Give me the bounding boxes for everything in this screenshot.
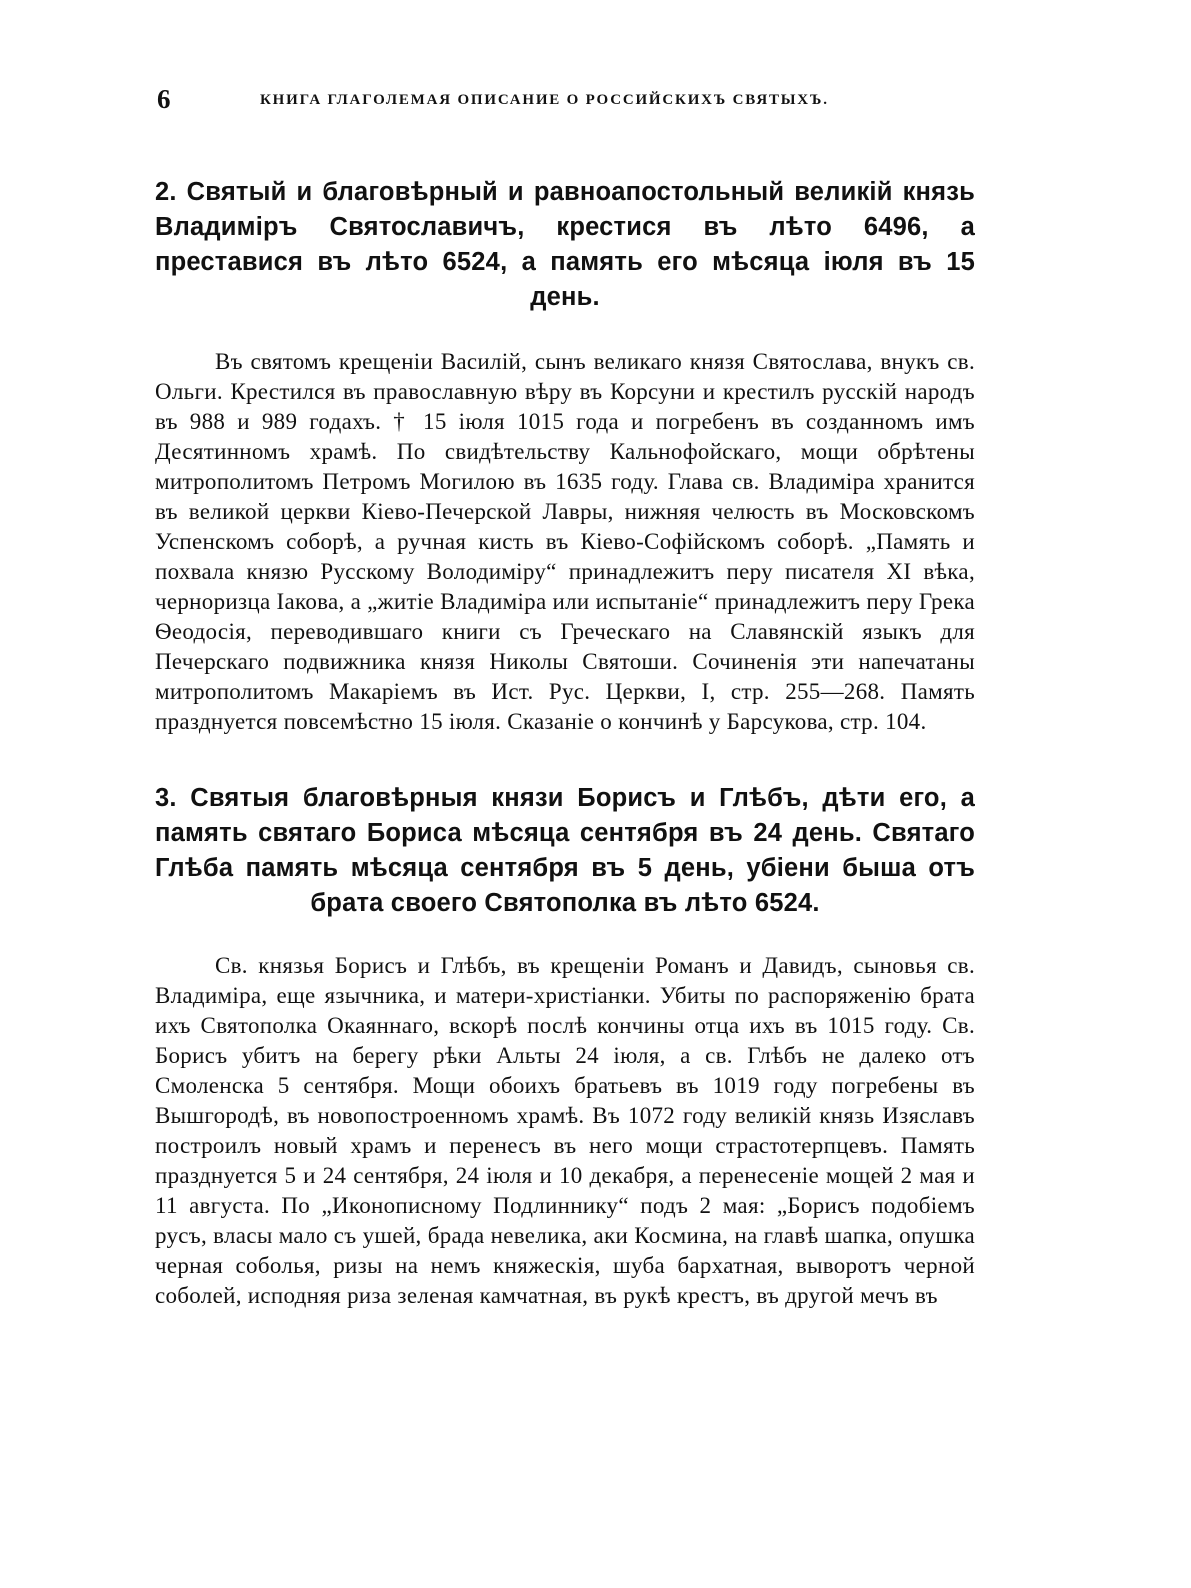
page-number: 6 [157,84,171,114]
section-heading-vladimir: 2. Святый и благовѣрный и равноапостольный великій князь Владиміръ Святославичъ, крестися въ лѣто 6496, а преставися въ лѣто 6524, а память его мѣсяца іюля въ 15 день. [155,178,975,311]
running-title: КНИГА ГЛАГОЛЕМАЯ ОПИСАНИЕ О РОССИЙСКИХЪ СВЯТЫХЪ. [260,92,829,108]
book-page [155,80,975,1311]
section-body-vladimir: Въ святомъ крещеніи Василій, сынъ великаго князя Святослава, внукъ св. Ольги. Крестился въ православную вѣру въ Корсуни и крестилъ русскій народъ въ 988 и 989 годахъ. † 15 іюля 1015 года и погребенъ въ созданномъ имъ Десятинномъ храмѣ. По свидѣтельству Кальнофойскаго, мощи обрѣтены митрополитомъ Петромъ Могилою въ 1635 году. Глава св. Владиміра хранится въ великой церкви Кіево-Печерской Лавры, нижняя челюсть въ Московскомъ Успенскомъ соборѣ, а ручная кисть въ Кіево-Софійскомъ соборѣ. „Память и похвала князю Русскому Володиміру“ принадлежитъ перу писателя XI вѣка, черноризца Іакова, а „житіе Владиміра или испытаніе“ принадлежитъ перу Грека Ѳеодосія, переводившаго книги съ Греческаго на Славянскій языкъ для Печерскаго подвижника князя Николы Святоши. Сочиненія эти напечатаны митрополитомъ Макаріемъ въ Ист. Рус. Церкви, I, стр. 255—268. Память празднуется повсемѣстно 15 іюля. Сказаніе о кончинѣ у Барсукова, стр. 104. [155,349,975,734]
section-body-boris-gleb: Св. князья Борисъ и Глѣбъ, въ крещеніи Романъ и Давидъ, сыновья св. Владиміра, еще язычника, и матери-христіанки. Убиты по распоряженію брата ихъ Святополка Окаяннаго, вскорѣ послѣ кончины отца ихъ въ 1015 году. Св. Борисъ убитъ на берегу рѣки Альты 24 іюля, а св. Глѣбъ не далеко отъ Смоленска 5 сентября. Мощи обоихъ братьевъ въ 1019 году погребены въ Вышгородѣ, въ новопостроенномъ храмѣ. Въ 1072 году великій князь Изяславъ построилъ новый храмъ и перенесъ въ него мощи страстотерпцевъ. Память празднуется 5 и 24 сентября, 24 іюля и 10 декабря, а перенесеніе мощей 2 мая и 11 августа. По „Иконописному Подлиннику“ подъ 2 мая: „Борисъ подобіемъ русъ, власы мало съ ушей, брада невелика, аки Космина, на главѣ шапка, опушка черная соболья, ризы на немъ княжескія, шуба бархатная, выворотъ черной соболей, исподняя риза зеленая камчатная, въ рукѣ крестъ, въ другой мечъ въ [155,953,975,1308]
running-head [155,80,975,120]
section-heading-boris-gleb: 3. Святыя благовѣрныя князи Борисъ и Глѣбъ, дѣти его, а память святаго Бориса мѣсяца сентября въ 24 день. Святаго Глѣба память мѣсяца сентября въ 5 день, убіени быша отъ брата своего Святополка въ лѣто 6524. [155,784,975,917]
